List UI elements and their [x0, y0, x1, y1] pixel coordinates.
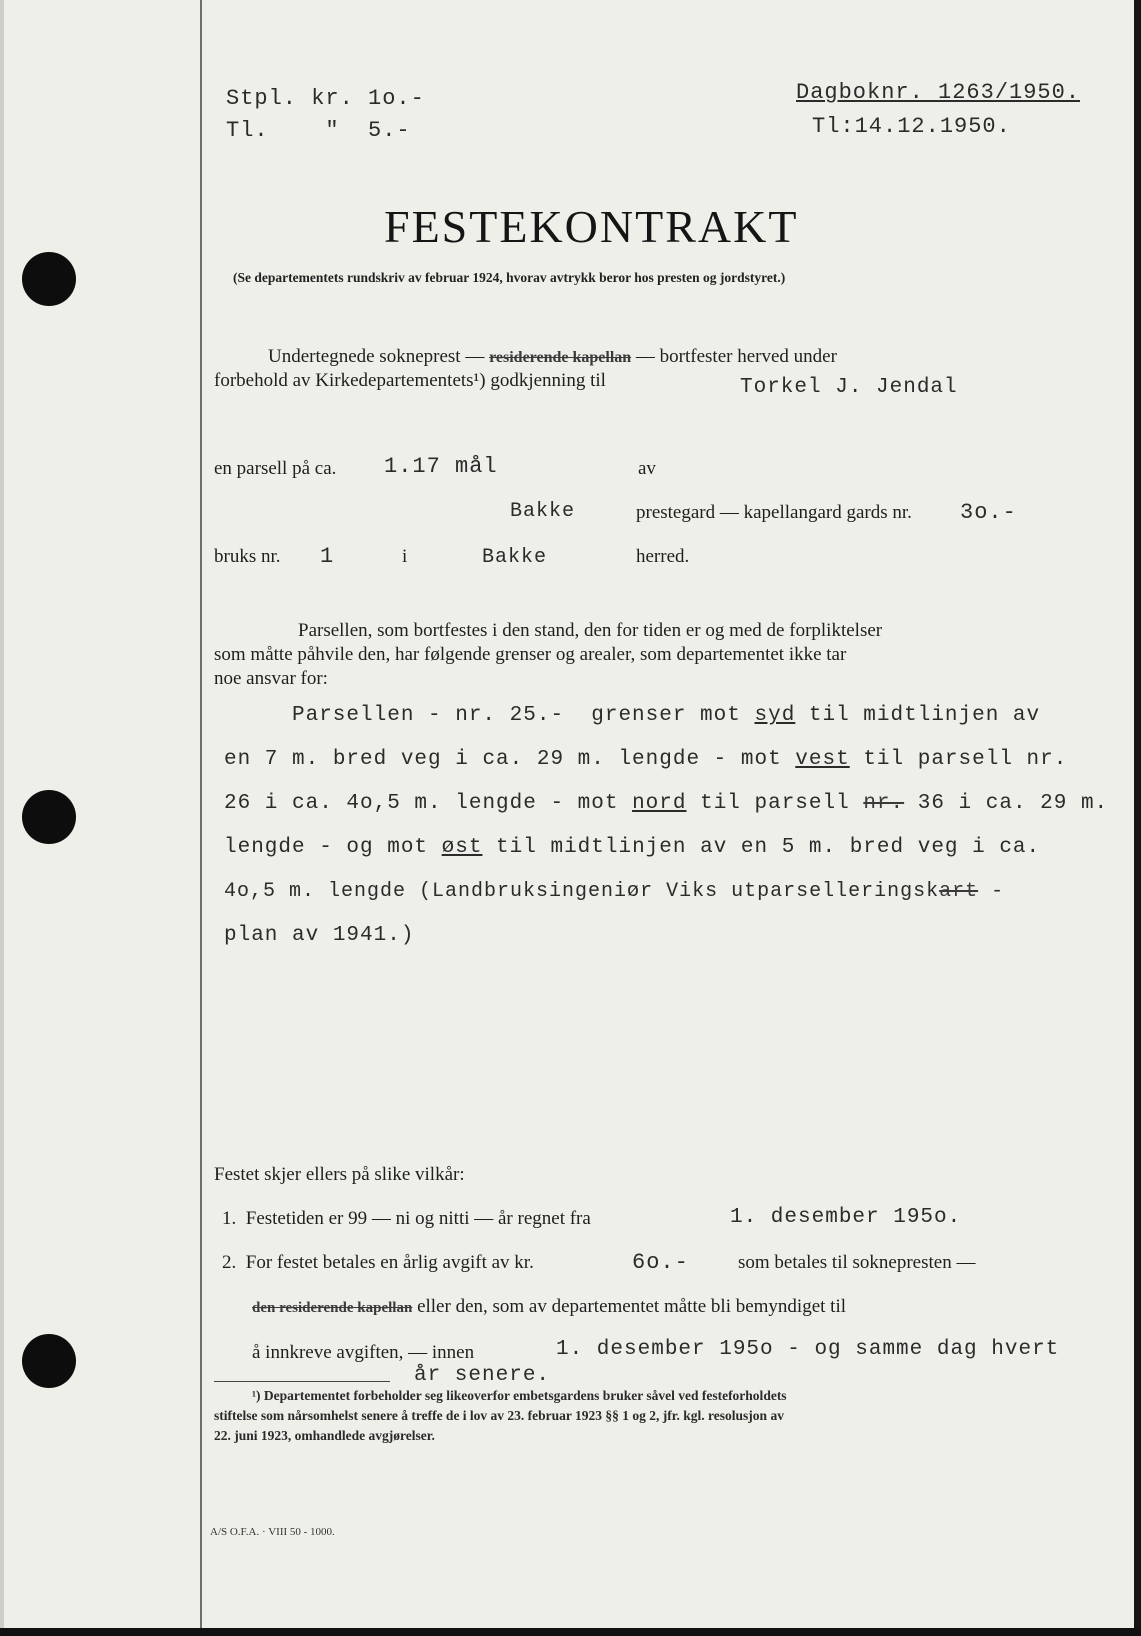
border-line-1: [292, 704, 1040, 727]
border-l1-a: Parsellen - nr. 25.- grenser mot: [292, 704, 755, 727]
border-l3-b: til parsell: [686, 792, 864, 815]
border-l3-c: 36 i ca. 29 m.: [904, 792, 1109, 815]
bruks-label: bruks nr.: [214, 546, 281, 567]
border-l5-a: 4o,5 m. lengde (Landbruksingeniør Viks utparselleringsk: [224, 880, 940, 903]
gards-number: 3o.-: [960, 500, 1017, 525]
term-2-line-3: å innkreve avgiften, — innen: [252, 1342, 475, 1363]
term-2-line-2: [252, 1296, 846, 1318]
direction-nord: nord: [632, 792, 687, 815]
tl-fee-line: Tl. " 5.-: [226, 118, 411, 143]
margin-line: [200, 0, 202, 1630]
herred-label: herred.: [636, 546, 690, 567]
term-2-date: 1. desember 195o - og samme dag hvert: [556, 1338, 1060, 1361]
terms-intro: Festet skjer ellers på slike vilkår:: [214, 1164, 465, 1185]
scan-edge-right: [1134, 0, 1141, 1636]
border-line-2: [224, 748, 1067, 771]
struck-nr: nr.: [863, 792, 905, 815]
border-line-4: [224, 836, 1040, 859]
scan-edge-bottom: [0, 1628, 1141, 1636]
term-2-after: som betales til soknepresten —: [738, 1252, 976, 1273]
border-l4-a: lengde - og mot: [224, 836, 442, 859]
border-l2-b: til parsell nr.: [849, 748, 1068, 771]
document-subtitle: (Se departementets rundskriv av februar 1924, hvorav avtrykk beror hos presten og jordstyret.): [233, 270, 786, 285]
annual-fee: 6o.-: [632, 1250, 689, 1275]
stamp-fee-line: Stpl. kr. 1o.-: [226, 86, 425, 111]
border-line-3: [224, 792, 1108, 815]
borders-intro-1: Parsellen, som bortfestes i den stand, den for tiden er og med de forpliktelser: [298, 620, 883, 641]
bruks-number: 1: [320, 544, 335, 569]
border-l4-b: til midtlinjen av en 5 m. bred veg i ca.: [482, 836, 1041, 859]
border-l2-a: en 7 m. bred veg i ca. 29 m. lengde - mot: [224, 748, 796, 771]
term-1-date: 1. desember 195o.: [730, 1206, 962, 1229]
farm-name: Bakke: [510, 500, 576, 523]
label-av: av: [638, 458, 656, 479]
intro-line-2: forbehold av Kirkedepartementets¹) godkjenning til: [214, 370, 606, 391]
intro-line-1: [268, 346, 837, 368]
punch-hole-top: [22, 252, 76, 306]
direction-syd: syd: [754, 704, 796, 727]
term-2-label: 2. For festet betales en årlig avgift av kr.: [222, 1252, 534, 1273]
footnote-line-2: stiftelse som nårsomhelst senere å treffe de i lov av 23. februar 1923 §§ 1 og 2, jfr. kgl. resolusjon av: [214, 1408, 784, 1423]
term-2-date-cont: år senere.: [414, 1364, 551, 1387]
footnote-line-3: 22. juni 1923, omhandlede avgjørelser.: [214, 1428, 435, 1443]
term-1-label: 1. Festetiden er 99 — ni og nitti — år regnet fra: [222, 1208, 591, 1229]
tl-date: Tl:14.12.1950.: [812, 114, 1011, 139]
herred-name: Bakke: [482, 546, 548, 569]
direction-vest: vest: [795, 748, 850, 771]
dagbok-number: Dagboknr. 1263/1950.: [796, 80, 1081, 105]
footnote-rule: [214, 1381, 390, 1382]
document-title: FESTEKONTRAKT: [384, 201, 799, 252]
footnote-line-1: ¹) Departementet forbeholder seg likeoverfor embetsgardens bruker såvel ved festeforholdets: [252, 1388, 787, 1403]
border-line-5: [224, 880, 1004, 903]
struck-residerende-kapellan: den residerende kapellan: [252, 1300, 413, 1316]
border-line-6: plan av 1941.): [224, 924, 415, 947]
parcel-area: 1.17 mål: [384, 454, 498, 479]
intro-text-a: Undertegnede sokneprest —: [268, 346, 485, 367]
struck-kapellan: residerende kapellan: [489, 349, 632, 366]
punch-hole-bottom: [22, 1334, 76, 1388]
borders-intro-3: noe ansvar for:: [214, 668, 328, 689]
border-l1-b: til midtlinjen av: [795, 704, 1041, 727]
label-i: i: [402, 546, 408, 567]
prestegard-label: prestegard — kapellangard gards nr.: [636, 502, 912, 523]
border-l5-b: -: [978, 880, 1005, 903]
term-2-rest: eller den, som av departementet måtte bli bemyndiget til: [417, 1296, 847, 1317]
punch-hole-middle: [22, 790, 76, 844]
parcel-area-label: en parsell på ca.: [214, 458, 337, 479]
tenant-name: Torkel J. Jendal: [740, 376, 958, 399]
intro-text-b: — bortfester herved under: [635, 346, 837, 367]
borders-intro-2: som måtte påhvile den, har følgende grenser og arealer, som departementet ikke tar: [214, 644, 847, 665]
printer-mark: A/S O.F.A. · VIII 50 - 1000.: [210, 1526, 335, 1538]
direction-ost: øst: [441, 836, 483, 859]
border-l3-a: 26 i ca. 4o,5 m. lengde - mot: [224, 792, 633, 815]
struck-art: art: [939, 880, 979, 903]
